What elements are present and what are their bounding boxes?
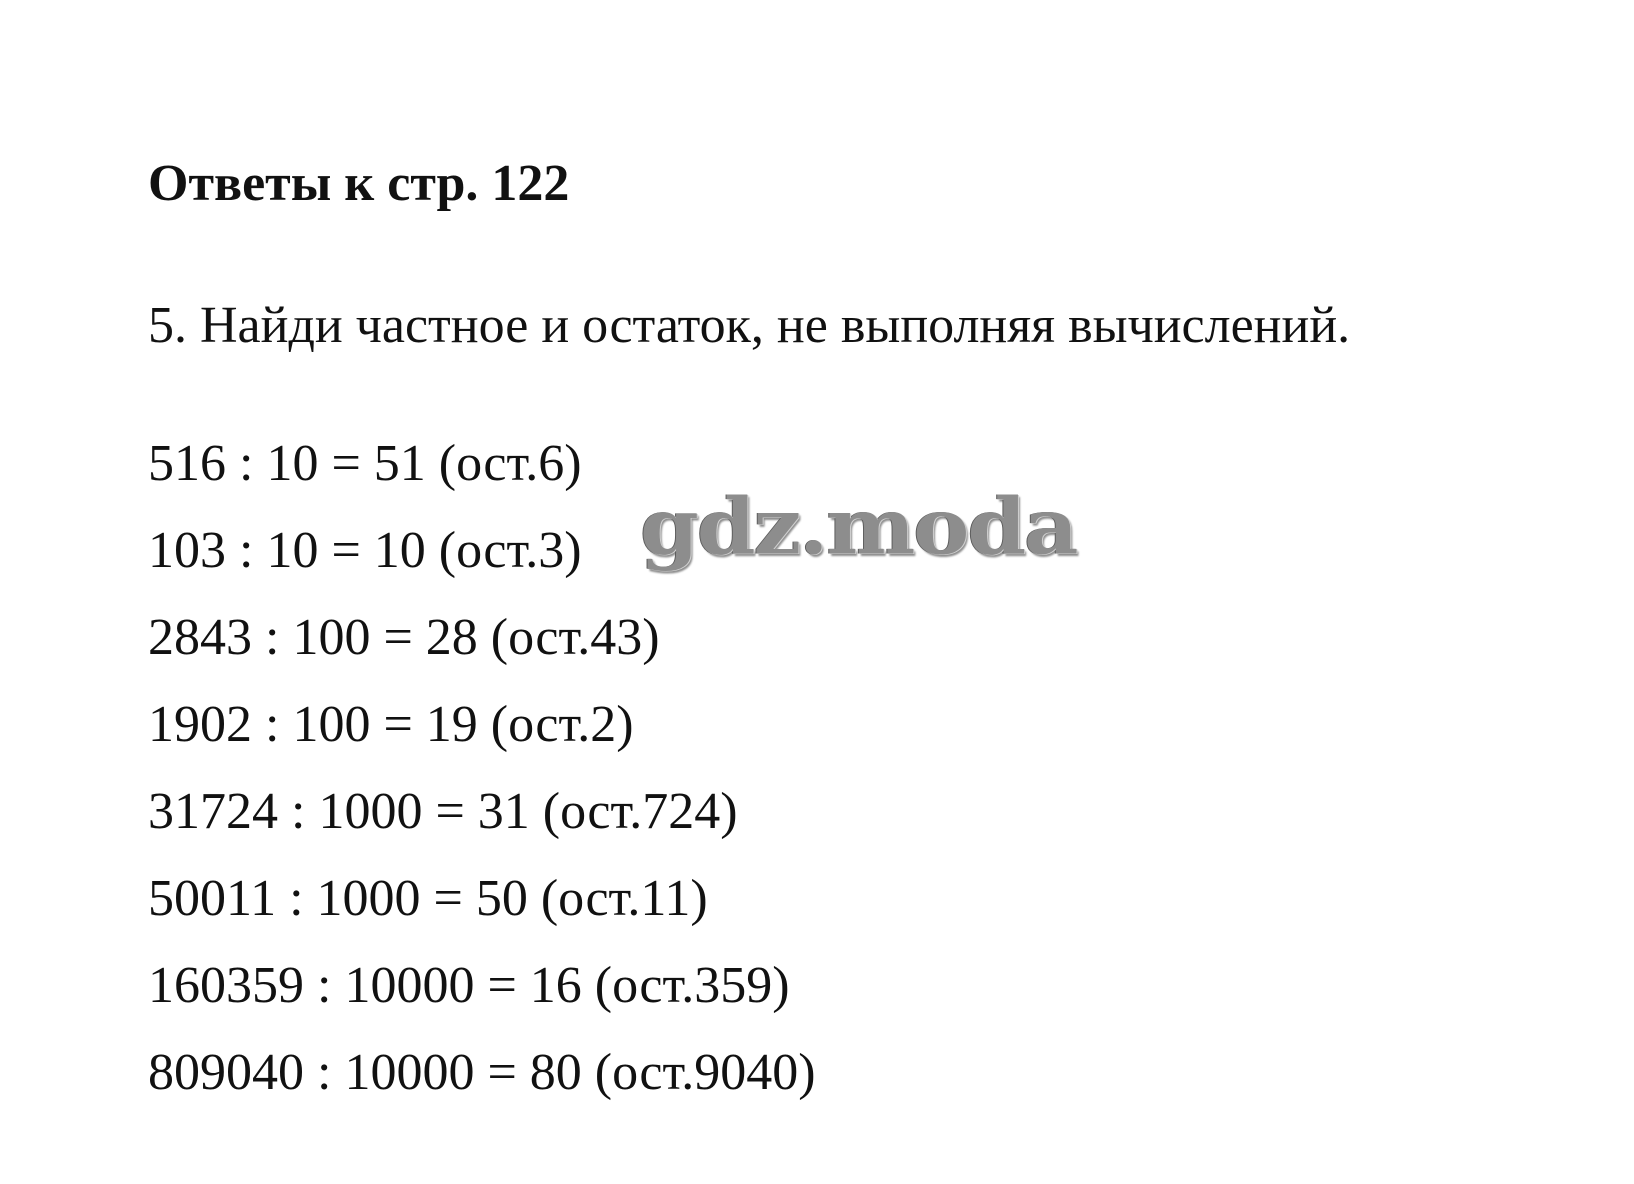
watermark-logo: gdz.moda — [640, 480, 1077, 572]
page-title: Ответы к стр. 122 — [148, 155, 570, 212]
answer-list — [148, 420, 816, 1116]
answer-line: 103 : 10 = 10 (ост.3) — [148, 522, 582, 579]
task-statement: 5. Найди частное и остаток, не выполняя вычислений. — [148, 297, 1351, 354]
answer-line: 160359 : 10000 = 16 (ост.359) — [148, 957, 790, 1014]
answer-line: 50011 : 1000 = 50 (ост.11) — [148, 870, 708, 927]
answer-line: 31724 : 1000 = 31 (ост.724) — [148, 783, 738, 840]
answer-line: 809040 : 10000 = 80 (ост.9040) — [148, 1044, 816, 1101]
answer-line: 516 : 10 = 51 (ост.6) — [148, 435, 582, 492]
answer-line: 1902 : 100 = 19 (ост.2) — [148, 696, 634, 753]
answer-line: 2843 : 100 = 28 (ост.43) — [148, 609, 660, 666]
